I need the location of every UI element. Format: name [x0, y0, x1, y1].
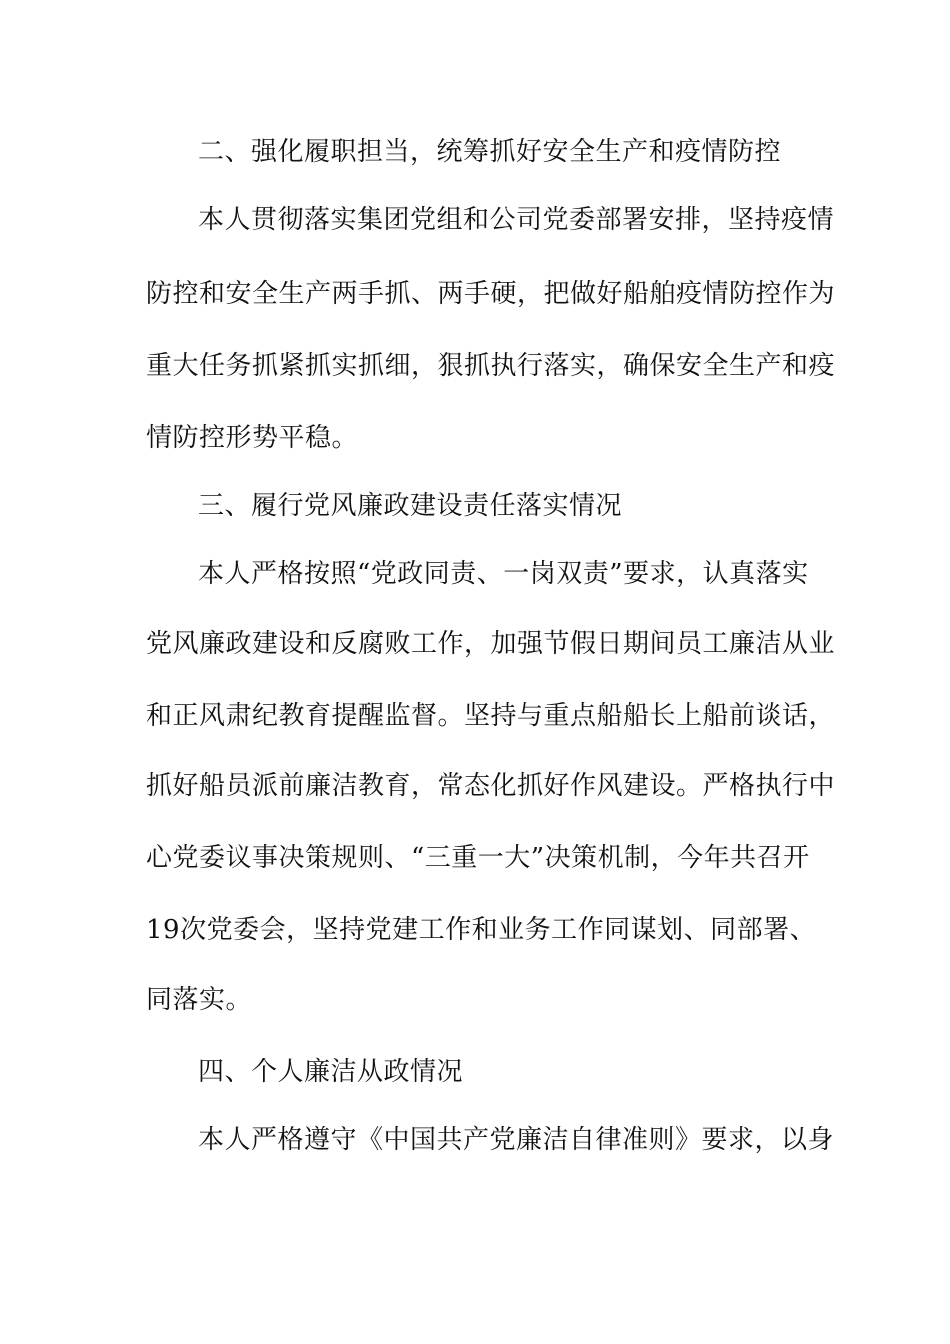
paragraph-line: 重大任务抓紧抓实抓细，狠抓执行落实，确保安全生产和疫	[146, 351, 836, 381]
paragraph-line: 本人严格按照“党政同责、一岗双责”要求，认真落实	[198, 559, 809, 589]
section-heading: 二、强化履职担当，统筹抓好安全生产和疫情防控	[198, 137, 782, 167]
paragraph-line: 党风廉政建设和反腐败工作，加强节假日期间员工廉洁从业	[146, 629, 836, 659]
paragraph-line: 本人严格遵守《中国共产党廉洁自律准则》要求，以身	[198, 1125, 835, 1155]
paragraph-line: 防控和安全生产两手抓、两手硬，把做好船舶疫情防控作为	[146, 279, 836, 309]
paragraph-line: 情防控形势平稳。	[146, 423, 359, 453]
paragraph-line: 抓好船员派前廉洁教育，常态化抓好作风建设。严格执行中	[146, 771, 836, 801]
paragraph-line: 19次党委会，坚持党建工作和业务工作同谋划、同部署、	[146, 915, 817, 945]
paragraph-line: 心党委议事决策规则、“三重一大”决策机制，今年共召开	[146, 843, 810, 873]
section-heading: 三、履行党风廉政建设责任落实情况	[198, 491, 623, 521]
section-heading: 四、个人廉洁从政情况	[198, 1057, 464, 1087]
paragraph-line: 本人贯彻落实集团党组和公司党委部署安排，坚持疫情	[198, 205, 835, 235]
paragraph-line: 同落实。	[146, 985, 253, 1015]
paragraph-line: 和正风肃纪教育提醒监督。坚持与重点船船长上船前谈话，	[146, 701, 836, 731]
